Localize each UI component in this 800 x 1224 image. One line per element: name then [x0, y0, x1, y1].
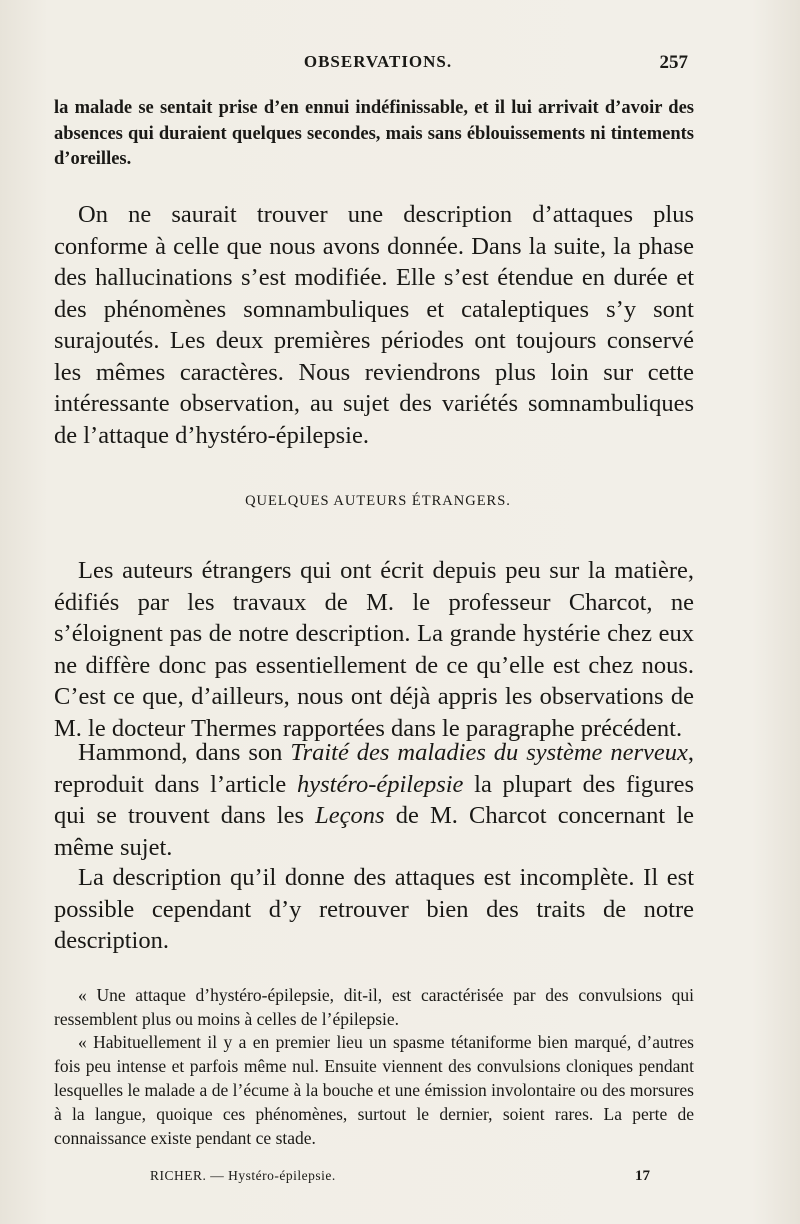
- article-title-italic: hystéro-épilepsie: [296, 770, 464, 798]
- paragraph-text: On ne saurait trouver une description d’attaques plus conforme à celle que nous avons donnée. Dans la suite, la phase des hallucinations s’est modifiée. Elle s’est étendue en durée et des phénomènes somnambuliques et cataleptiques s’y sont surajoutés. Les deux premières périodes ont toujours conservé les mêmes caractères. Nous reviendrons plus loin sur cette intéressante observation, au sujet des variétés somnambuliques de l’attaque d’hystéro-épilepsie.: [54, 201, 694, 449]
- printer-signature: RICHER. — Hystéro-épilepsie.: [150, 1168, 336, 1183]
- page-header: [66, 52, 690, 78]
- paragraph-continuation: [54, 96, 694, 173]
- paragraph-hammond: [54, 737, 694, 863]
- paragraph-text: Les auteurs étrangers qui ont écrit depuis peu sur la matière, édifiés par les travaux de M. le professeur Charcot, ne s’éloignent pas de notre description. La grande hystérie chez eux ne diffère donc pas essentiellement de ce qu’elle est chez nous. C’est ce que, d’ailleurs, nous ont déjà appris les observations de M. le docteur Thermes rapportées dans le paragraphe précédent.: [54, 557, 694, 742]
- text-run: la plupart des figures qui se trouvent dans les: [54, 770, 694, 829]
- text-run: , reproduit dans l’article: [54, 739, 694, 798]
- paragraph-description: [54, 862, 694, 957]
- page-number: 257: [659, 52, 688, 73]
- paragraph-text: la malade se sentait prise d’en ennui indéfinissable, et il lui arrivait d’avoir des absences qui duraient quelques secondes, mais sans éblouissements ni tintements d’oreilles.: [54, 98, 694, 169]
- quotation-text: « Habituellement il y a en premier lieu un spasme tétaniforme bien marqué, d’autres fois peu intense et parfois même nul. Ensuite viennent des convulsions cloniques pendant lesquelles le malade a de l’écume à la bouche et une émission involontaire ou des morsures à la langue, quoique ces phénomènes, surtout le dernier, soient rares. La perte de connaissance existe pendant ce stade.: [54, 1032, 694, 1148]
- text-run: de M. Charcot concernant le même sujet.: [54, 802, 694, 861]
- page-footer: [150, 1168, 650, 1188]
- running-title: OBSERVATIONS.: [303, 52, 453, 71]
- sheet-number: 17: [635, 1168, 650, 1184]
- quotation-text: « Une attaque d’hystéro-épilepsie, dit-il, est caractérisée par des convulsions qui ressemblent plus ou moins à celles de l’épilepsie.: [54, 985, 694, 1029]
- section-heading: QUELQUES AUTEURS ÉTRANGERS.: [245, 493, 511, 509]
- paragraph-text: [54, 737, 694, 863]
- quotation-1: [54, 983, 694, 1031]
- text-run: Hammond, dans son: [78, 739, 291, 766]
- paragraph-text: La description qu’il donne des attaques est incomplète. Il est possible cependant d’y retrouver bien des traits de notre description.: [54, 864, 694, 954]
- paragraph-summary: [54, 199, 694, 451]
- book-title-italic: Traité des maladies du système nerveux: [290, 739, 688, 766]
- paragraph-foreign-authors: [54, 555, 694, 744]
- lecons-italic: Leçons: [315, 802, 385, 829]
- quotation-2: [54, 1030, 694, 1150]
